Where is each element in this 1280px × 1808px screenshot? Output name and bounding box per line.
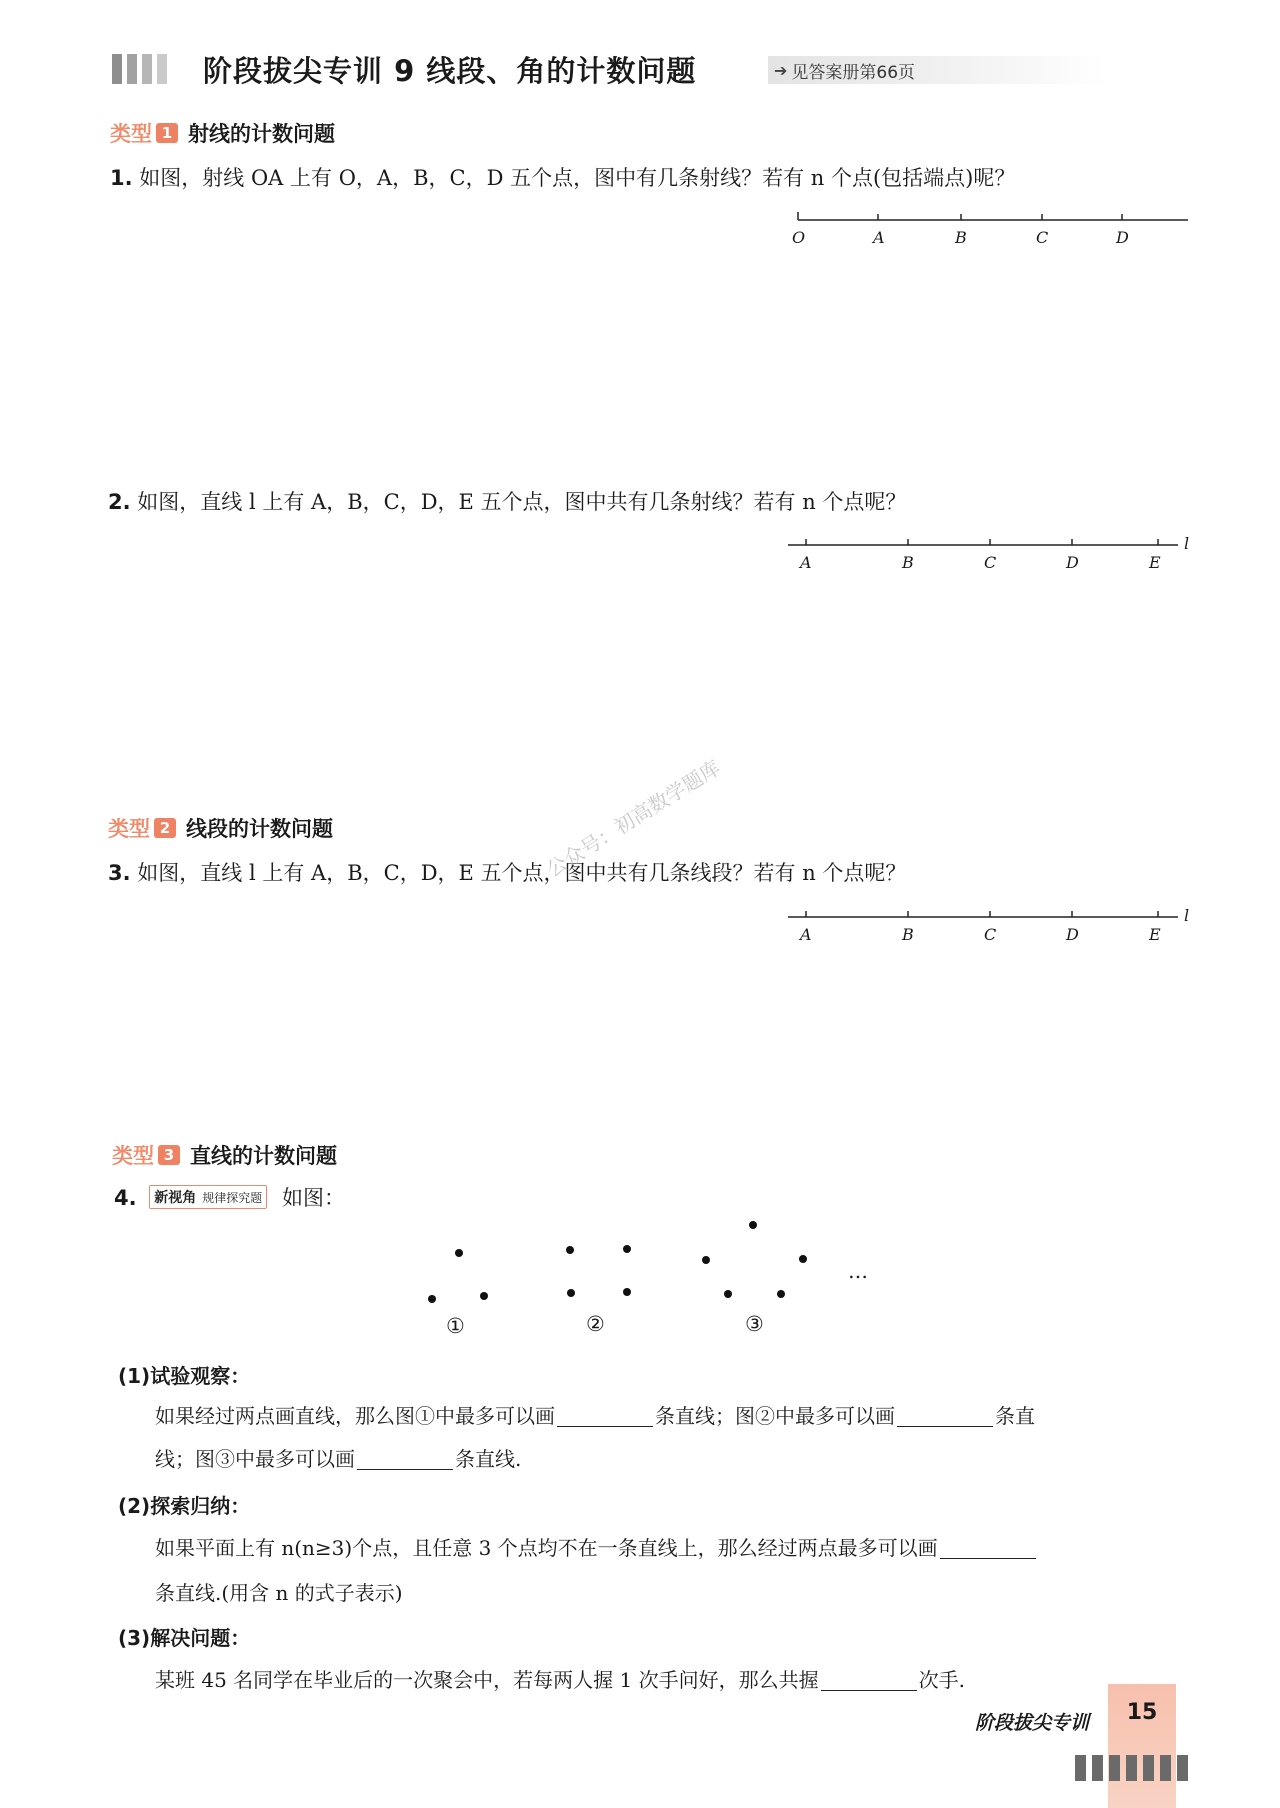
part-1-text-b: 条直线；图②中最多可以画 — [655, 1404, 895, 1428]
header-decoration-bars — [112, 54, 167, 84]
question-4 — [114, 1182, 345, 1212]
page-title: 阶段拔尖专训 9 线段、角的计数问题 — [203, 54, 697, 88]
section-heading-1 — [110, 118, 335, 148]
question-number: 1. — [110, 166, 133, 190]
section-type-label: 类型 — [112, 1144, 154, 1168]
point-label: O — [792, 228, 806, 247]
section-type-label: 类型 — [108, 817, 150, 841]
dot — [623, 1288, 631, 1296]
part-1-line-2 — [155, 1443, 521, 1472]
part-3-title: (3)解决问题： — [118, 1626, 251, 1650]
figure-label: ③ — [745, 1312, 764, 1336]
watermark: 公众号：初高数学题库 — [542, 755, 725, 882]
ray-figure-q1 — [780, 205, 1200, 250]
figure-label: ② — [586, 1312, 605, 1336]
part-1-text-c: 条直 — [995, 1404, 1035, 1428]
section-number-badge: 2 — [154, 818, 176, 838]
question-text: 如图，直线 l 上有 A，B，C，D，E 五个点，图中共有几条射线？若有 n 个点呢？ — [137, 490, 907, 514]
question-2 — [108, 486, 906, 516]
dot — [777, 1290, 785, 1298]
answer-blank[interactable] — [940, 1557, 1036, 1559]
section-number-badge: 3 — [158, 1145, 180, 1165]
line-figure-q2 — [780, 530, 1200, 575]
footer-decoration-bars — [1075, 1755, 1188, 1781]
dot — [566, 1246, 574, 1254]
answer-blank[interactable] — [357, 1468, 453, 1470]
answer-reference — [768, 56, 1108, 84]
part-1-text-e: 条直线. — [455, 1447, 522, 1471]
part-1-text-d: 线；图③中最多可以画 — [155, 1447, 355, 1471]
footer-label: 阶段拔尖专训 — [975, 1712, 1090, 1734]
part-1-line-1 — [155, 1400, 1035, 1429]
question-number: 2. — [108, 490, 131, 514]
page-number: 15 — [1126, 1700, 1158, 1725]
answer-blank[interactable] — [897, 1425, 993, 1427]
section-title: 线段的计数问题 — [186, 817, 333, 841]
section-type-label: 类型 — [110, 122, 152, 146]
arrow-pointer-icon: ➔ — [774, 60, 788, 80]
ellipsis: … — [848, 1259, 868, 1283]
question-tag — [149, 1185, 267, 1209]
part-1-text-a: 如果经过两点画直线，那么图①中最多可以画 — [155, 1404, 555, 1428]
dot — [702, 1256, 710, 1264]
point-label: A — [873, 228, 885, 247]
part-2-title: (2)探索归纳： — [118, 1494, 251, 1518]
part-2-line-2: 条直线.(用含 n 的式子表示) — [155, 1581, 403, 1605]
point-label: A — [800, 553, 812, 572]
point-label: E — [1149, 925, 1161, 944]
question-number: 4. — [114, 1186, 137, 1210]
dot — [749, 1221, 757, 1229]
question-1 — [110, 162, 1015, 192]
point-label: B — [955, 228, 967, 247]
dot — [623, 1245, 631, 1253]
section-number-badge: 1 — [156, 123, 178, 143]
dot — [799, 1255, 807, 1263]
question-number: 3. — [108, 861, 131, 885]
point-label: C — [1036, 228, 1049, 247]
part-3-text-a: 某班 45 名同学在毕业后的一次聚会中，若每两人握 1 次手问好，那么共握 — [155, 1668, 819, 1692]
answer-blank[interactable] — [557, 1425, 653, 1427]
tag-main: 新视角 — [154, 1190, 197, 1206]
part-1-title: (1)试验观察： — [118, 1364, 251, 1388]
line-figure-q3 — [780, 902, 1200, 947]
answer-reference-text: 见答案册第66页 — [791, 62, 916, 83]
question-text: 如图，射线 OA 上有 O，A，B，C，D 五个点，图中有几条射线？若有 n 个点(包括端点)呢？ — [139, 166, 1016, 190]
dot — [455, 1249, 463, 1257]
dots-figure-q4 — [400, 1210, 900, 1340]
dot — [480, 1292, 488, 1300]
part-2-line-1 — [155, 1532, 1038, 1561]
point-label: D — [1066, 553, 1079, 572]
question-intro: 如图： — [281, 1186, 345, 1210]
dot — [724, 1290, 732, 1298]
point-label: C — [984, 925, 997, 944]
section-heading-3 — [112, 1140, 337, 1170]
dot — [567, 1289, 575, 1297]
section-heading-2 — [108, 813, 333, 843]
point-label: B — [902, 925, 914, 944]
answer-blank[interactable] — [821, 1689, 917, 1691]
section-title: 直线的计数问题 — [190, 1144, 337, 1168]
part-3-line-1 — [155, 1664, 965, 1693]
line-label: l — [1184, 534, 1190, 553]
question-3 — [108, 857, 906, 887]
point-label: E — [1149, 553, 1161, 572]
point-label: A — [800, 925, 812, 944]
question-text: 如图，直线 l 上有 A，B，C，D，E 五个点，图中共有几条线段？若有 n 个点呢？ — [137, 861, 907, 885]
point-label: D — [1116, 228, 1129, 247]
point-label: B — [902, 553, 914, 572]
point-label: C — [984, 553, 997, 572]
part-2-text-a: 如果平面上有 n(n≥3)个点，且任意 3 个点均不在一条直线上，那么经过两点最多可以画 — [155, 1536, 938, 1560]
dot — [428, 1295, 436, 1303]
point-label: D — [1066, 925, 1079, 944]
line-label: l — [1184, 906, 1190, 925]
part-3-text-b: 次手. — [918, 1668, 965, 1692]
section-title: 射线的计数问题 — [188, 122, 335, 146]
figure-label: ① — [446, 1314, 465, 1338]
tag-sub: 规律探究题 — [202, 1191, 263, 1205]
